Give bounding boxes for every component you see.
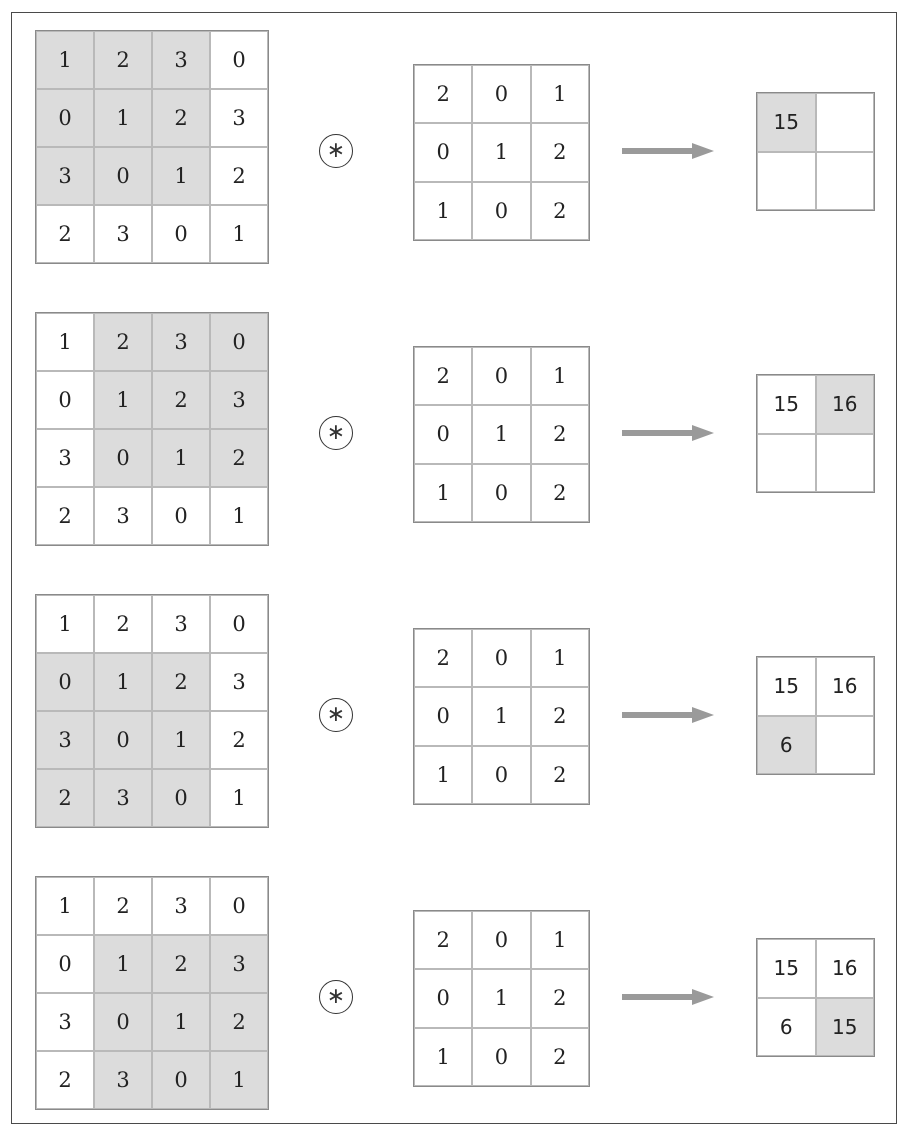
convolution-step-3: [0, 576, 908, 816]
kernel-cell: 1: [414, 182, 472, 240]
input-cell: 2: [152, 89, 210, 147]
input-cell: 2: [152, 653, 210, 711]
input-cell: 3: [94, 769, 152, 827]
input-cell: 0: [94, 711, 152, 769]
input-cell: 3: [210, 89, 268, 147]
kernel-cell: 2: [531, 405, 589, 463]
input-cell: 3: [36, 147, 94, 205]
input-cell: 0: [152, 205, 210, 263]
kernel-cell: 1: [414, 746, 472, 804]
output-cell: [816, 434, 875, 493]
input-cell: 1: [94, 935, 152, 993]
kernel-cell: 1: [414, 1028, 472, 1086]
input-cell: 2: [36, 1051, 94, 1109]
output-matrix: [756, 938, 875, 1057]
input-cell: 0: [210, 313, 268, 371]
input-cell: 3: [94, 1051, 152, 1109]
input-cell: 1: [36, 877, 94, 935]
output-cell: 16: [816, 939, 875, 998]
input-cell: 1: [152, 147, 210, 205]
input-cell: 0: [152, 487, 210, 545]
kernel-cell: 1: [472, 123, 530, 181]
kernel-cell: 0: [472, 629, 530, 687]
kernel-cell: 0: [472, 746, 530, 804]
input-cell: 2: [94, 595, 152, 653]
kernel-cell: 2: [531, 746, 589, 804]
input-cell: 2: [210, 147, 268, 205]
output-matrix: [756, 374, 875, 493]
output-cell: 15: [757, 375, 816, 434]
input-cell: 1: [210, 205, 268, 263]
kernel-cell: 0: [414, 969, 472, 1027]
input-cell: 2: [94, 877, 152, 935]
input-cell: 1: [36, 313, 94, 371]
kernel-cell: 2: [531, 123, 589, 181]
output-cell: 16: [816, 657, 875, 716]
input-cell: 3: [36, 429, 94, 487]
input-cell: 0: [94, 993, 152, 1051]
input-cell: 1: [36, 31, 94, 89]
output-cell: 15: [757, 93, 816, 152]
kernel-cell: 2: [531, 182, 589, 240]
kernel-cell: 0: [472, 65, 530, 123]
input-cell: 0: [36, 371, 94, 429]
kernel-cell: 2: [531, 1028, 589, 1086]
output-matrix: [756, 92, 875, 211]
input-cell: 0: [94, 147, 152, 205]
convolution-step-1: [0, 12, 908, 252]
kernel-matrix: [413, 910, 590, 1087]
kernel-cell: 0: [414, 123, 472, 181]
convolution-step-4: [0, 858, 908, 1098]
kernel-cell: 1: [531, 629, 589, 687]
input-cell: 0: [94, 429, 152, 487]
output-cell: 15: [757, 939, 816, 998]
input-cell: 2: [152, 935, 210, 993]
input-cell: 0: [210, 877, 268, 935]
kernel-cell: 2: [531, 464, 589, 522]
input-cell: 3: [152, 595, 210, 653]
input-cell: 3: [36, 711, 94, 769]
input-cell: 2: [210, 993, 268, 1051]
input-cell: 0: [152, 1051, 210, 1109]
kernel-cell: 1: [472, 405, 530, 463]
kernel-cell: 1: [414, 464, 472, 522]
input-cell: 1: [94, 371, 152, 429]
output-cell: [816, 93, 875, 152]
input-cell: 2: [36, 205, 94, 263]
input-cell: 0: [210, 31, 268, 89]
arrow-right-icon: [622, 706, 714, 724]
input-cell: 3: [94, 487, 152, 545]
output-cell: 6: [757, 998, 816, 1057]
input-cell: 3: [152, 31, 210, 89]
input-cell: 1: [210, 1051, 268, 1109]
kernel-matrix: [413, 628, 590, 805]
kernel-cell: 1: [531, 911, 589, 969]
kernel-cell: 2: [414, 629, 472, 687]
output-cell: [757, 152, 816, 211]
output-cell: 15: [757, 657, 816, 716]
kernel-cell: 1: [472, 687, 530, 745]
input-cell: 3: [152, 313, 210, 371]
convolution-step-2: [0, 294, 908, 534]
convolution-operator-icon: ∗: [319, 134, 353, 168]
convolution-operator-icon: ∗: [319, 416, 353, 450]
output-matrix: [756, 656, 875, 775]
input-matrix: [35, 876, 269, 1110]
input-matrix: [35, 312, 269, 546]
input-cell: 3: [152, 877, 210, 935]
input-cell: 2: [210, 429, 268, 487]
kernel-cell: 2: [414, 347, 472, 405]
input-cell: 1: [210, 769, 268, 827]
kernel-cell: 0: [472, 464, 530, 522]
input-matrix: [35, 30, 269, 264]
output-cell: [816, 152, 875, 211]
kernel-cell: 2: [414, 911, 472, 969]
kernel-cell: 0: [472, 911, 530, 969]
input-cell: 2: [94, 31, 152, 89]
input-cell: 0: [36, 935, 94, 993]
kernel-cell: 2: [531, 687, 589, 745]
kernel-cell: 0: [414, 687, 472, 745]
kernel-cell: 0: [414, 405, 472, 463]
convolution-operator-icon: ∗: [319, 980, 353, 1014]
kernel-cell: 1: [531, 347, 589, 405]
input-matrix: [35, 594, 269, 828]
kernel-cell: 1: [472, 969, 530, 1027]
output-cell: 6: [757, 716, 816, 775]
input-cell: 1: [152, 993, 210, 1051]
input-cell: 0: [152, 769, 210, 827]
input-cell: 0: [36, 89, 94, 147]
kernel-cell: 0: [472, 182, 530, 240]
input-cell: 3: [210, 653, 268, 711]
output-cell: [816, 716, 875, 775]
output-cell: 15: [816, 998, 875, 1057]
output-cell: 16: [816, 375, 875, 434]
input-cell: 1: [94, 89, 152, 147]
input-cell: 2: [210, 711, 268, 769]
convolution-operator-icon: ∗: [319, 698, 353, 732]
kernel-matrix: [413, 346, 590, 523]
input-cell: 2: [36, 487, 94, 545]
arrow-right-icon: [622, 988, 714, 1006]
input-cell: 3: [94, 205, 152, 263]
output-cell: [757, 434, 816, 493]
input-cell: 3: [210, 371, 268, 429]
input-cell: 1: [152, 711, 210, 769]
input-cell: 0: [36, 653, 94, 711]
input-cell: 2: [36, 769, 94, 827]
input-cell: 1: [36, 595, 94, 653]
input-cell: 1: [94, 653, 152, 711]
input-cell: 2: [94, 313, 152, 371]
kernel-cell: 1: [531, 65, 589, 123]
kernel-matrix: [413, 64, 590, 241]
arrow-right-icon: [622, 142, 714, 160]
input-cell: 2: [152, 371, 210, 429]
kernel-cell: 2: [531, 969, 589, 1027]
input-cell: 1: [210, 487, 268, 545]
kernel-cell: 0: [472, 1028, 530, 1086]
input-cell: 3: [210, 935, 268, 993]
kernel-cell: 2: [414, 65, 472, 123]
kernel-cell: 0: [472, 347, 530, 405]
input-cell: 0: [210, 595, 268, 653]
input-cell: 3: [36, 993, 94, 1051]
arrow-right-icon: [622, 424, 714, 442]
input-cell: 1: [152, 429, 210, 487]
